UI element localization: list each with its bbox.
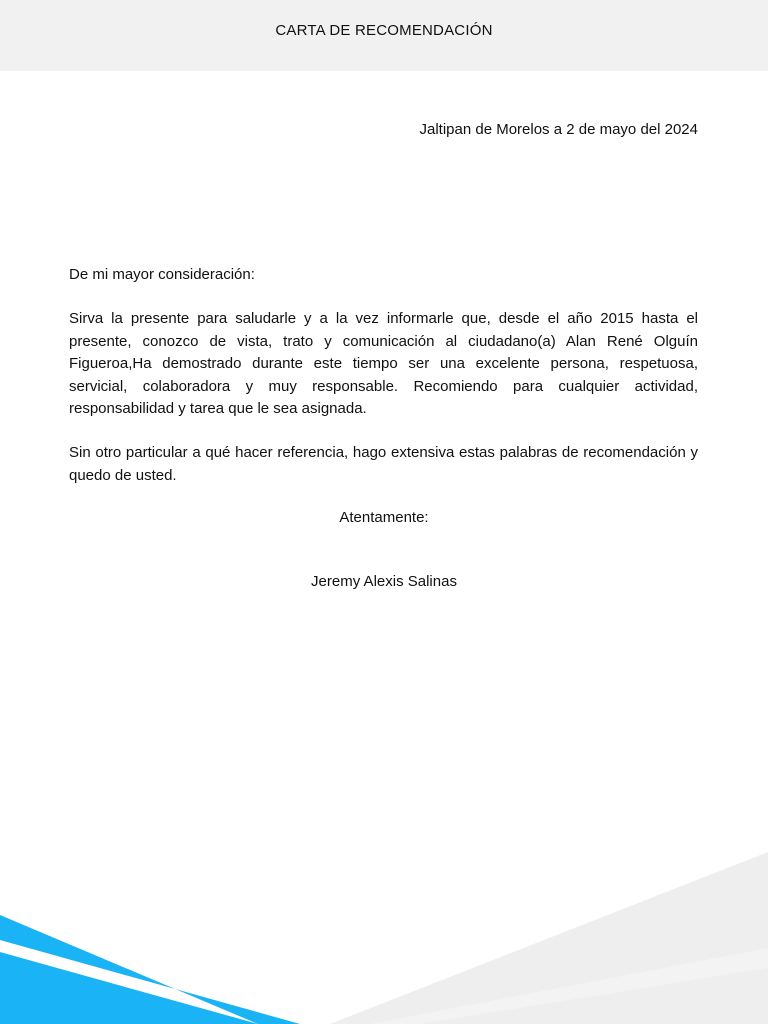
- blue-stripe-upper: [0, 915, 300, 1024]
- body-paragraph-1: Sirva la presente para saludarle y a la vez informarle que, desde el año 2015 hasta el presente, conozco de vista, trato y comunicación al ciudadano(a) Alan René Olguín Figueroa,Ha demostrado durante este tiempo ser una excelente persona, respetuosa, servicial, colaboradora y muy responsable. Recomiendo para cualquier actividad, responsabilidad y tarea que le sea asignada.: [69, 310, 698, 417]
- blue-stripe-lower: [0, 952, 258, 1024]
- body-paragraph-2: Sin otro particular a qué hacer referencia, hago extensiva estas palabras de recomendación y quedo de usted.: [69, 444, 698, 484]
- date-line: Jaltipan de Morelos a 2 de mayo del 2024: [419, 121, 698, 138]
- signature-name: Jeremy Alexis Salinas: [311, 573, 457, 590]
- closing: Atentamente:: [339, 509, 429, 526]
- greeting: De mi mayor consideración:: [69, 266, 255, 283]
- gray-corner-shape: [330, 852, 768, 1024]
- document-title: CARTA DE RECOMENDACIÓN: [275, 22, 493, 39]
- gray-stripe: [370, 948, 768, 1024]
